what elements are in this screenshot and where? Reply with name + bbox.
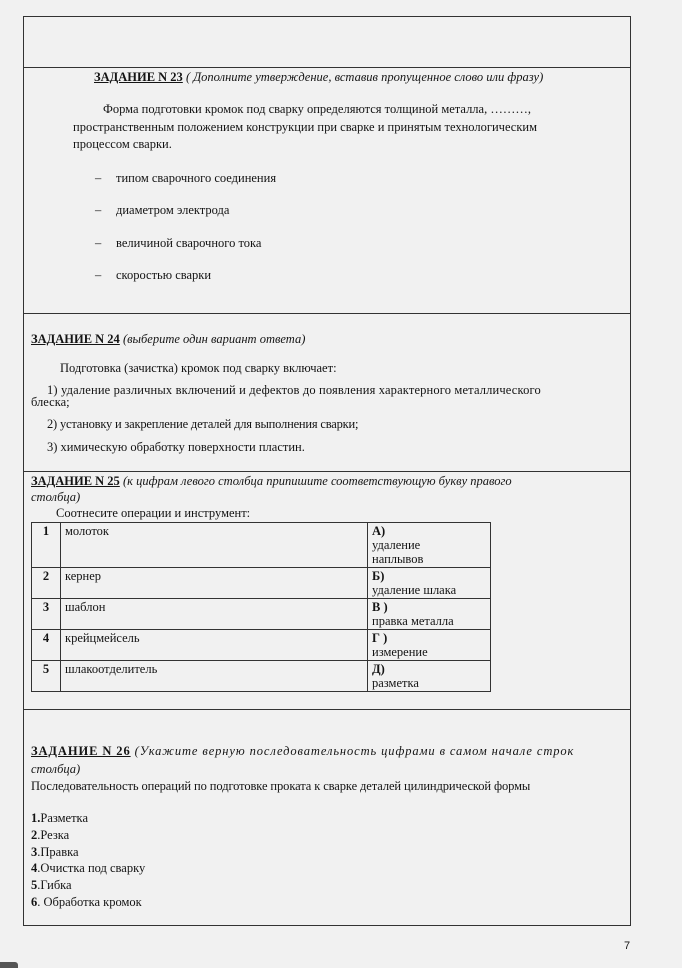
task24-option1-cont: блеска; — [31, 395, 70, 409]
task25-header — [31, 474, 512, 489]
tool-cell: шаблон — [61, 599, 368, 630]
step-number: 6 — [31, 895, 38, 909]
divider — [23, 313, 631, 314]
corner-mark — [0, 962, 18, 968]
step-number: 1. — [31, 811, 41, 825]
row-number: 2 — [32, 568, 61, 599]
task23-instruction: ( Дополните утверждение, вставив пропущенное слово или фразу) — [185, 70, 544, 84]
task24-title: ЗАДАНИЕ N 24 — [31, 332, 120, 346]
answer-text: удаление наплывов — [372, 538, 424, 566]
task26-step — [31, 878, 72, 893]
task25-subtitle: Соотнесите операции и инструмент: — [56, 506, 251, 520]
task23-option: величиной сварочного тока — [116, 236, 262, 250]
task24-option1: 1) удаление различных включений и дефектов до появления характерного металлического — [47, 383, 541, 397]
table-row — [32, 523, 491, 568]
answer-cell — [368, 568, 491, 599]
row-number: 4 — [32, 630, 61, 661]
answer-cell — [368, 661, 491, 692]
step-text: .Резка — [37, 828, 70, 842]
task23-text-line2: пространственным положением конструкции при сварке и принятым технологическим — [73, 120, 538, 134]
task26-question: Последовательность операций по подготовке проката к сварке деталей цилиндрической формы — [31, 779, 531, 793]
task26-step — [31, 895, 142, 910]
task26-header — [31, 744, 574, 759]
task26-step — [31, 845, 79, 860]
answer-letter: А) — [372, 524, 386, 538]
row-number: 5 — [32, 661, 61, 692]
task26-step — [31, 828, 69, 843]
answer-text: измерение — [372, 645, 428, 659]
step-number: 2 — [31, 828, 38, 842]
task24-header — [31, 332, 305, 347]
step-text: .Гибка — [37, 878, 72, 892]
tool-cell: кернер — [61, 568, 368, 599]
answer-text: разметка — [372, 676, 419, 690]
bullet-dash: – — [95, 171, 102, 185]
page-number: 7 — [624, 940, 631, 952]
table-row — [32, 599, 491, 630]
task24-question: Подготовка (зачистка) кромок под сварку включает: — [60, 361, 337, 375]
bullet-dash: – — [95, 236, 102, 250]
divider — [23, 67, 631, 68]
answer-letter: Д) — [372, 662, 385, 676]
task23-option: типом сварочного соединения — [116, 171, 277, 185]
task26-title: ЗАДАНИЕ N 26 — [31, 744, 131, 758]
divider — [23, 471, 631, 472]
task24-option2: 2) установку и закрепление деталей для выполнения сварки; — [47, 417, 359, 431]
answer-text: правка металла — [372, 614, 454, 628]
table-row — [32, 568, 491, 599]
task23-text-line3: процессом сварки. — [73, 137, 172, 151]
answer-letter: Г ) — [372, 631, 388, 645]
task23-text-line1: Форма подготовки кромок под сварку определяются толщиной металла, ………, — [103, 102, 531, 116]
task25-title: ЗАДАНИЕ N 25 — [31, 474, 120, 488]
task23-option: скоростью сварки — [116, 268, 212, 282]
task23-title: ЗАДАНИЕ N 23 — [94, 70, 183, 84]
table-row — [32, 661, 491, 692]
row-number: 1 — [32, 523, 61, 568]
task25-instruction-cont: столбца) — [31, 490, 81, 504]
step-text: .Очистка под сварку — [37, 861, 146, 875]
tool-cell: шлакоотделитель — [61, 661, 368, 692]
bullet-dash: – — [95, 268, 102, 282]
step-number: 4 — [31, 861, 38, 875]
answer-cell — [368, 599, 491, 630]
step-text: . Обработка кромок — [37, 895, 142, 909]
answer-text: удаление шлака — [372, 583, 457, 597]
task26-step — [31, 861, 145, 876]
divider — [23, 709, 631, 710]
task24-instruction: (выберите один вариант ответа) — [122, 332, 306, 346]
step-text: Разметка — [40, 811, 88, 825]
task26-step — [31, 811, 88, 826]
task26-instruction-cont: столбца) — [31, 762, 81, 776]
tool-cell: крейцмейсель — [61, 630, 368, 661]
tool-cell: молоток — [61, 523, 368, 568]
answer-letter: Б) — [372, 569, 385, 583]
task25-instruction: (к цифрам левого столбца припишите соответствующую букву правого — [122, 474, 512, 488]
answer-cell — [368, 523, 491, 568]
answer-letter: В ) — [372, 600, 388, 614]
bullet-dash: – — [95, 203, 102, 217]
task24-option3: 3) химическую обработку поверхности пластин. — [47, 440, 305, 454]
row-number: 3 — [32, 599, 61, 630]
table-row — [32, 630, 491, 661]
step-number: 3 — [31, 845, 38, 859]
step-number: 5 — [31, 878, 38, 892]
task23-option: диаметром электрода — [116, 203, 230, 217]
step-text: .Правка — [37, 845, 79, 859]
matching-table — [31, 522, 491, 692]
task26-instruction: (Укажите верную последовательность цифрами в самом начале строк — [134, 744, 575, 758]
answer-cell — [368, 630, 491, 661]
task23-header — [94, 70, 543, 85]
